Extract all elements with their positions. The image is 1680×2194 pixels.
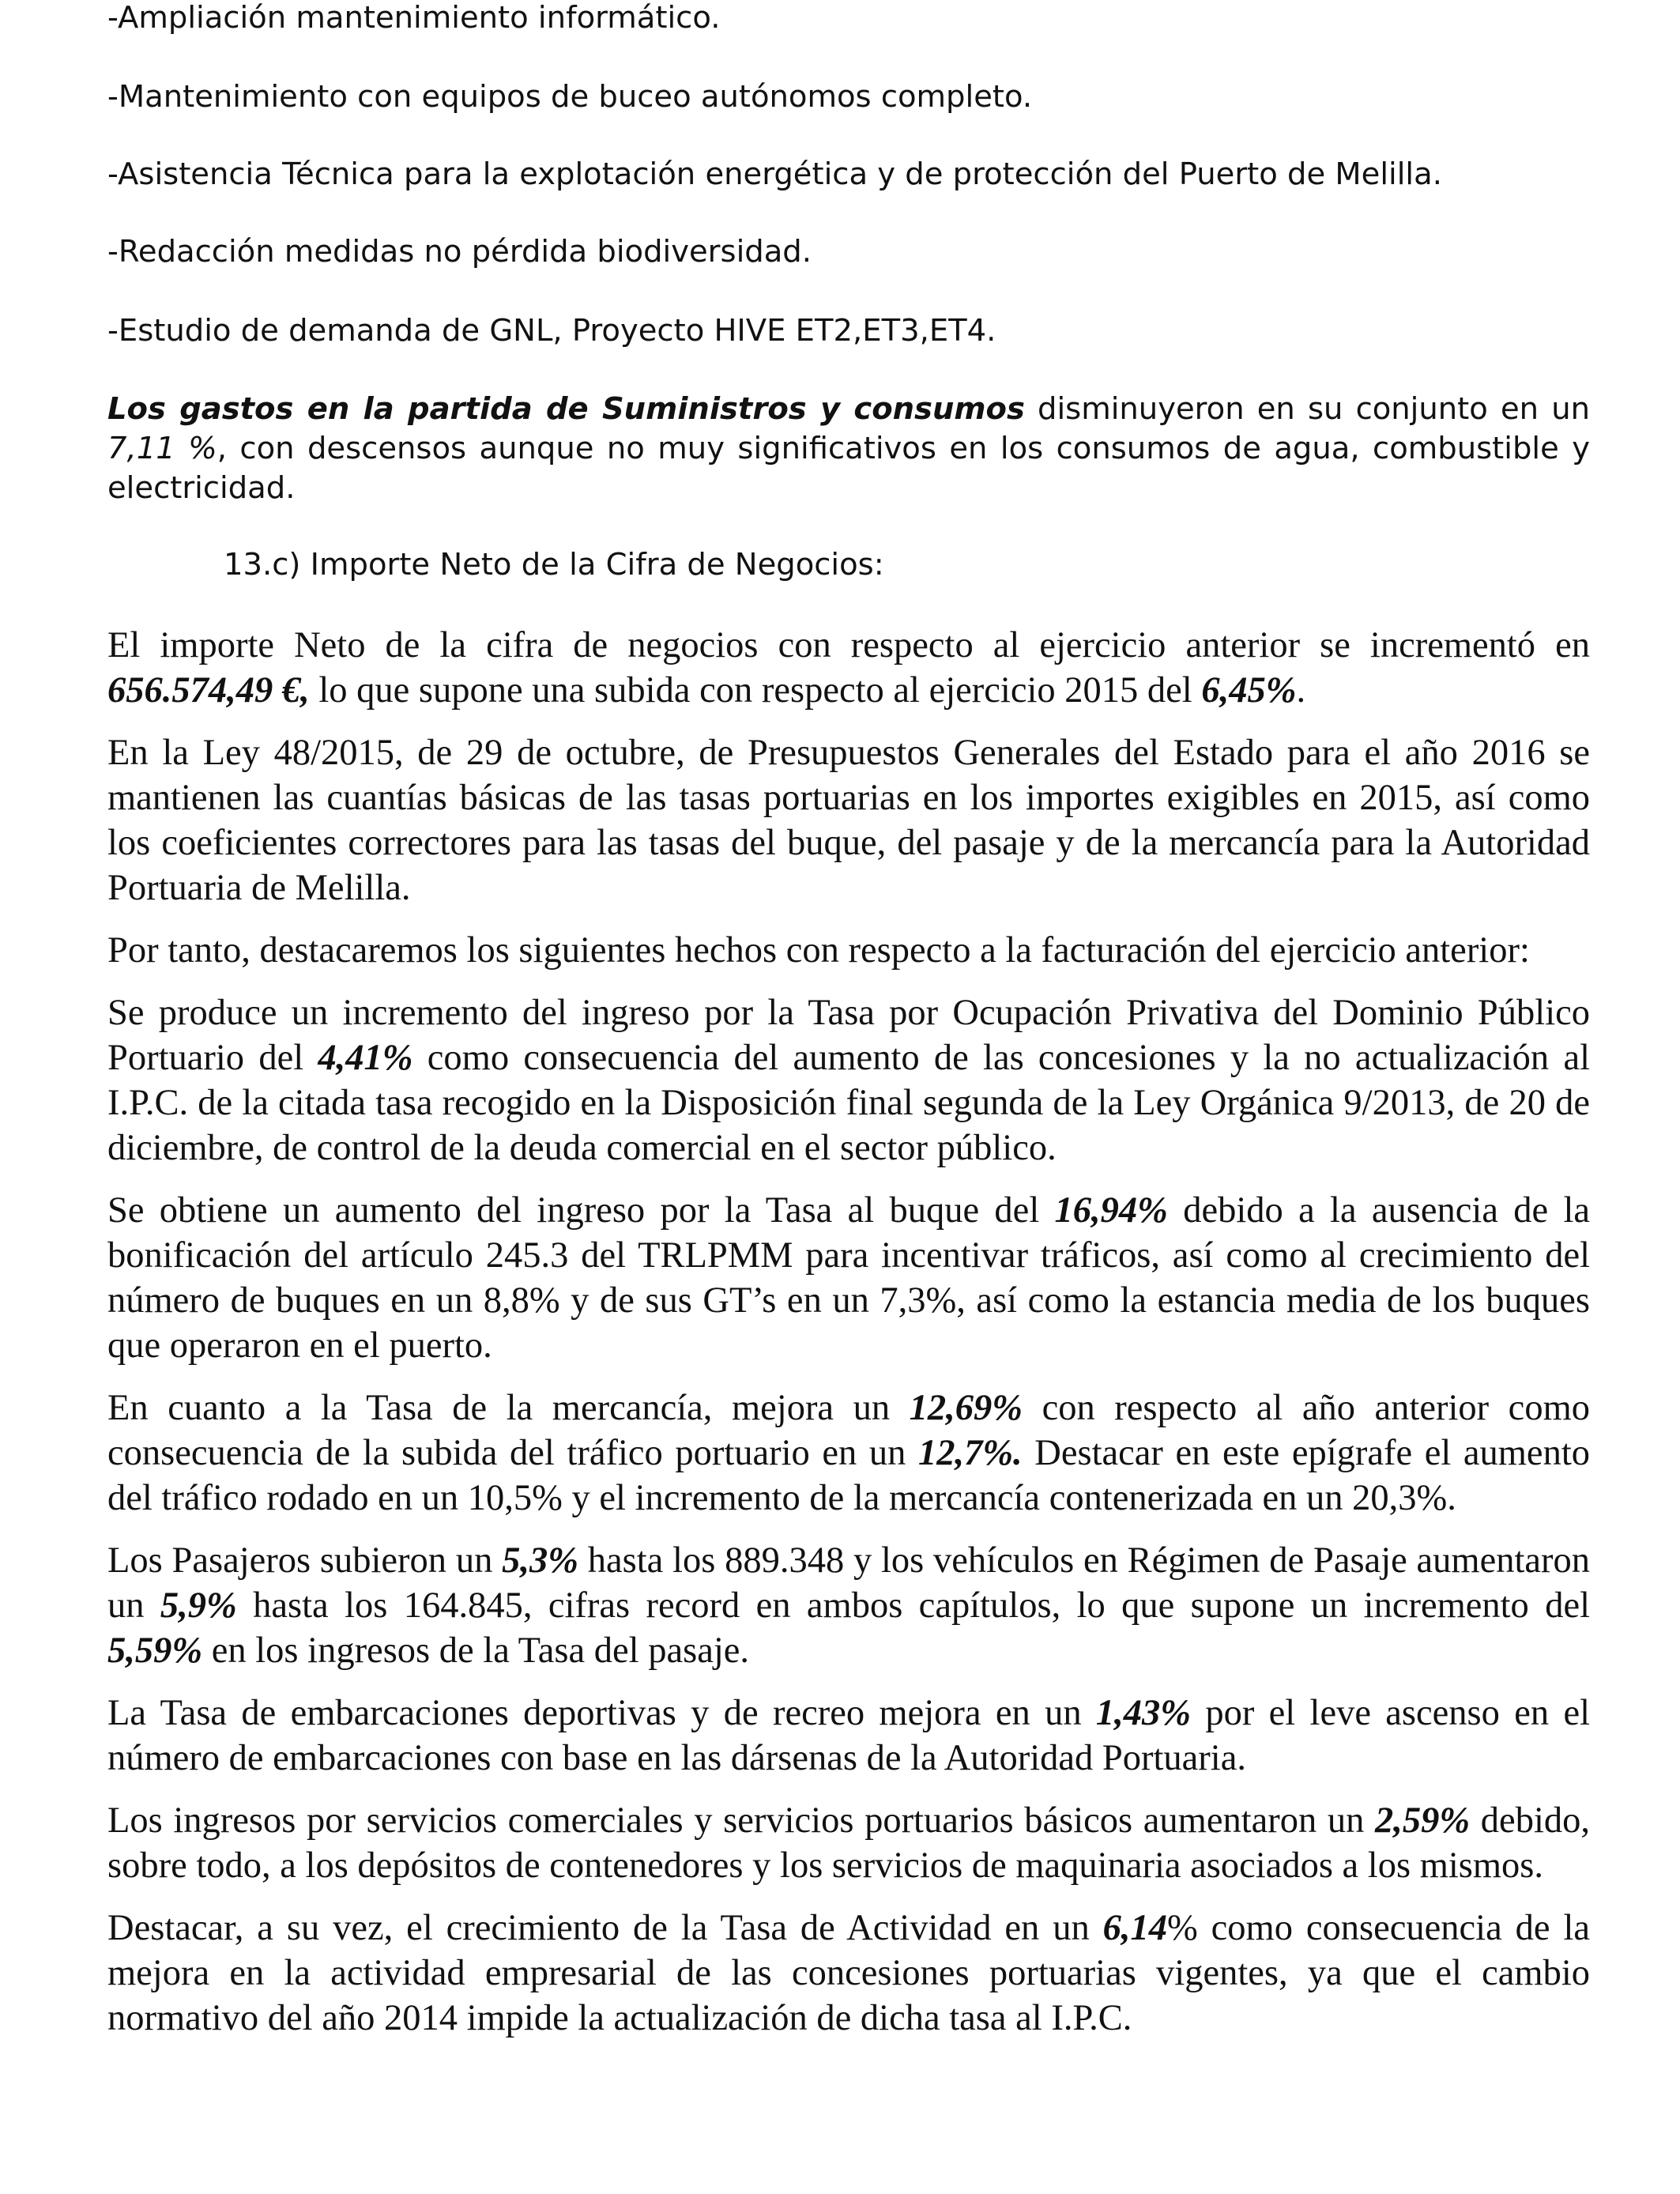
list-item: -Mantenimiento con equipos de buceo autónomos completo. [107,79,1033,115]
paragraph-passengers: Los Pasajeros subieron un 5,3% hasta los 889.348 y los vehículos en Régimen de Pasaje aumentaron un 5,9% hasta los 164.845, cifras record en ambos capítulos, lo que supone un incremento del 5,59% en los ingresos de la Tasa del pasaje. [107,1540,1591,1671]
paragraph-ship-fee: Se obtiene un aumento del ingreso por la Tasa al buque del 16,94% debido a la ausencia de la bonificación del artículo 245.3 del TRLPMM para incentivar tráficos, así como al crecimiento del número de buques en un 8,8% y de sus GT’s en un 7,3%, así como la estancia media de los buques que operaron en el puerto. [107,1190,1591,1366]
suministros-lead: Los gastos en la partida de Suministros y consumos [107,391,1025,427]
list-item: -Redacción medidas no pérdida biodiversidad. [107,234,812,270]
section-heading: 13.c) Importe Neto de la Cifra de Negocios: [224,547,884,582]
list-item: -Asistencia Técnica para la explotación energética y de protección del Puerto de Melilla. [107,156,1442,192]
suministros-paragraph: Los gastos en la partida de Suministros y consumos disminuyeron en su conjunto en un 7,11 %, con descensos aunque no muy significativos en los consumos de agua, combustible y electricidad. [107,391,1590,506]
suministros-percentage: 7,11 % [107,431,217,466]
paragraph-net-revenue: El importe Neto de la cifra de negocios con respecto al ejercicio anterior se incrementó en 656.574,49 €, lo que supone una subida con respecto al ejercicio 2015 del 6,45%. [107,625,1590,711]
paragraph-recreational-boats: La Tasa de embarcaciones deportivas y de recreo mejora en un 1,43% por el leve ascenso en el número de embarcaciones con base en las dársenas de la Autoridad Portuaria. [107,1693,1590,1778]
paragraph-budget-law: En la Ley 48/2015, de 29 de octubre, de Presupuestos Generales del Estado para el año 2016 se mantienen las cuantías básicas de las tasas portuarias en los importes exigibles en 2015, así como los coeficientes correctores para las tasas del buque, del pasaje y de la mercancía para la Autoridad Portuaria de Melilla. [107,733,1590,908]
paragraph-commercial-services: Los ingresos por servicios comerciales y servicios portuarios básicos aumentaron un 2,59% debido, sobre todo, a los depósitos de contenedores y los servicios de maquinaria asociados a los mismos. [107,1800,1590,1886]
net-revenue-amount: 656.574,49 €, [107,670,310,711]
paragraph-activity-fee: Destacar, a su vez, el crecimiento de la Tasa de Actividad en un 6,14% como consecuencia de la mejora en la actividad empresarial de las concesiones portuarias vigentes, ya que el cambio normativo del año 2014 impide la actualización de dicha tasa al I.P.C. [107,1908,1591,2038]
paragraph-cargo-fee: En cuanto a la Tasa de la mercancía, mejora un 12,69% con respecto al año anterior como consecuencia de la subida del tráfico portuario en un 12,7%. Destacar en este epígrafe el aumento del tráfico rodado en un 10,5% y el incremento de la mercancía contenerizada en un 20,3%. [107,1388,1590,1518]
list-item: -Ampliación mantenimiento informático. [107,0,721,36]
paragraph-occupation-fee: Se produce un incremento del ingreso por la Tasa por Ocupación Privativa del Dominio Público Portuario del 4,41% como consecuencia del aumento de las concesiones y la no actualización al I.P.C. de la citada tasa recogido en la Disposición final segunda de la Ley Orgánica 9/2013, de 20 de diciembre, de control de la deuda comercial en el sector público. [107,993,1590,1168]
list-item: -Estudio de demanda de GNL, Proyecto HIVE ET2,ET3,ET4. [107,313,996,349]
revenue-section [107,623,1590,2058]
paragraph-intro-facts: Por tanto, destacaremos los siguientes hechos con respecto a la facturación del ejercicio anterior: [107,930,1530,971]
